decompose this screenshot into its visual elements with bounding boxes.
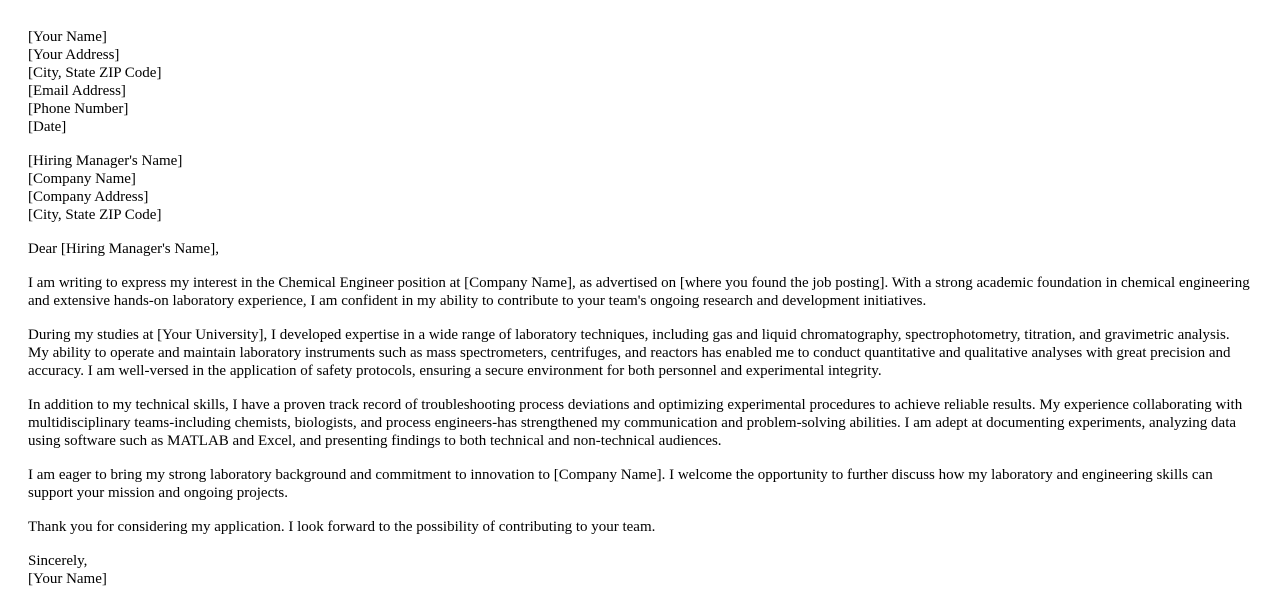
recipient-name: [Hiring Manager's Name] [28, 153, 183, 169]
signature-name: [Your Name] [28, 571, 107, 587]
paragraph-studies: During my studies at [Your University], I developed expertise in a wide range of laboratory techniques, including gas and liquid chromatography, spectrophotometry, titration, and gravimetric analysis. My ability to operate and maintain laboratory instruments such as mass spectrometers, centrifuges, and reactors has enabled me to conduct quantitative and qualitative analyses with great precision and accuracy. I am well-versed in the application of safety protocols, ensuring a secure environment for both personnel and experimental integrity. [28, 327, 1231, 379]
sender-city-state-zip: [City, State ZIP Code] [28, 65, 162, 81]
sender-phone: [Phone Number] [28, 101, 129, 117]
closing: Sincerely, [28, 553, 88, 569]
sender-address: [Your Address] [28, 47, 120, 63]
recipient-address-block [28, 152, 1250, 224]
cover-letter [28, 28, 1250, 604]
sender-email: [Email Address] [28, 83, 126, 99]
sender-address-block [28, 28, 1250, 136]
paragraph-thanks: Thank you for considering my application. I look forward to the possibility of contributing to your team. [28, 519, 656, 535]
signoff-block [28, 552, 1250, 588]
paragraph-skills: In addition to my technical skills, I have a proven track record of troubleshooting process deviations and optimizing experimental procedures to achieve reliable results. My experience collaborating with multidisciplinary teams-including chemists, biologists, and process engineers-has strengthened my communication and problem-solving abilities. I am adept at documenting experiments, analyzing data using software such as MATLAB and Excel, and presenting findings to both technical and non-technical audiences. [28, 397, 1243, 449]
paragraph-intro: I am writing to express my interest in the Chemical Engineer position at [Company Name], as advertised on [where you found the job posting]. With a strong academic foundation in chemical engineering and extensive hands-on laboratory experience, I am confident in my ability to contribute to your team's ongoing research and development initiatives. [28, 275, 1250, 309]
sender-name: [Your Name] [28, 29, 107, 45]
recipient-company-address: [Company Address] [28, 189, 149, 205]
salutation: Dear [Hiring Manager's Name], [28, 241, 219, 257]
recipient-city-state-zip: [City, State ZIP Code] [28, 207, 162, 223]
paragraph-eager: I am eager to bring my strong laboratory background and commitment to innovation to [Company Name]. I welcome the opportunity to further discuss how my laboratory and engineering skills can support your mission and ongoing projects. [28, 467, 1213, 501]
recipient-company: [Company Name] [28, 171, 136, 187]
letter-date: [Date] [28, 119, 67, 135]
